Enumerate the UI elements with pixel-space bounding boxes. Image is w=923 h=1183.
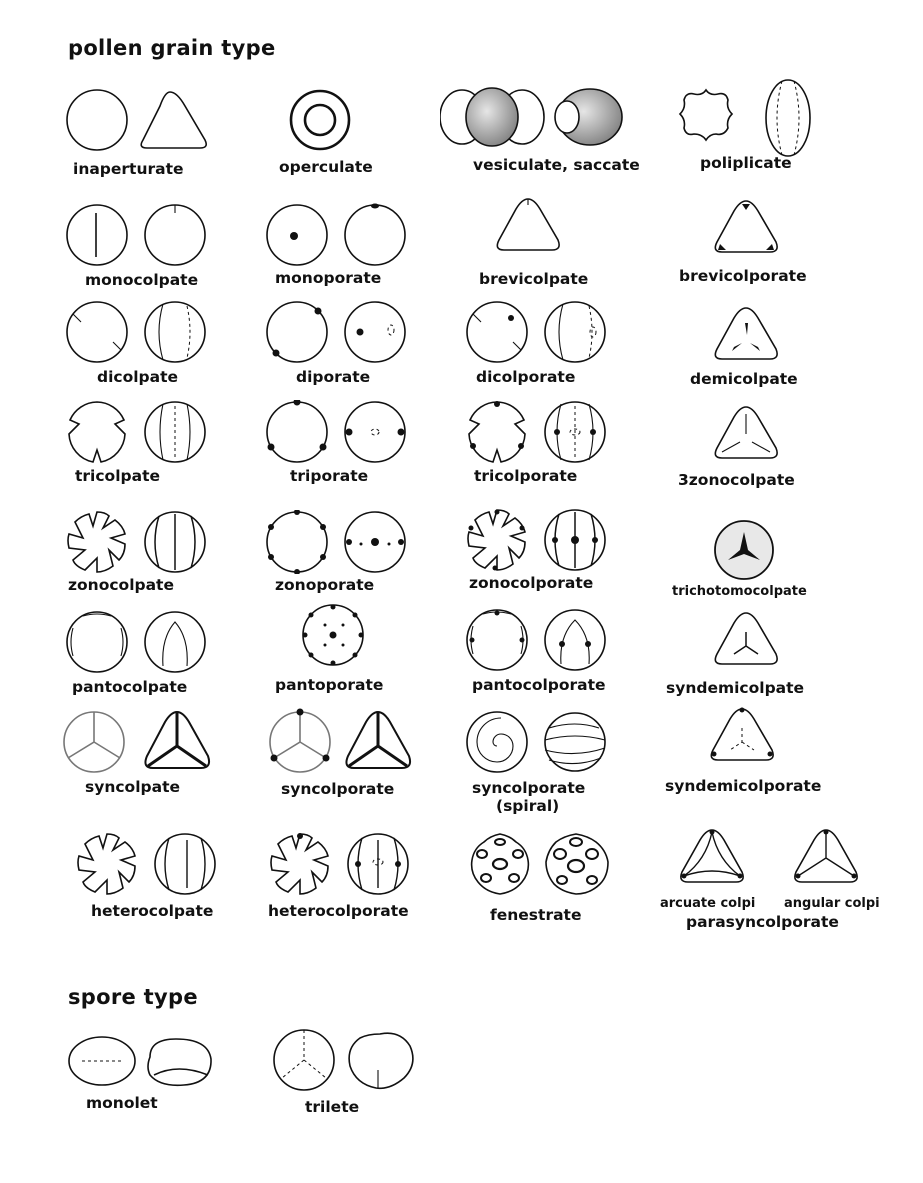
label-dicolporate: dicolporate (476, 368, 576, 386)
label-syndemicolpate: syndemicolpate (666, 679, 805, 697)
label-arcuate-colpi: arcuate colpi (660, 896, 756, 911)
label-triporate: triporate (290, 467, 369, 485)
label-operculate: operculate (279, 158, 373, 176)
label-pantoporate: pantoporate (275, 676, 384, 694)
pantocolporate-icon (465, 608, 615, 672)
zonoporate-icon (265, 510, 415, 574)
zonocolpate-icon (65, 510, 215, 574)
label-brevicolporate: brevicolporate (679, 267, 807, 285)
demicolpate-icon (712, 305, 782, 365)
trilete-icon (272, 1024, 422, 1094)
label-monolet: monolet (86, 1094, 158, 1112)
label-syncolporate: syncolporate (281, 780, 395, 798)
syndemicolpate-icon (712, 610, 782, 670)
brevicolporate-icon (712, 198, 782, 258)
label-syndemicolporate: syndemicolporate (665, 777, 822, 795)
label-pantocolporate: pantocolporate (472, 676, 606, 694)
pollen-heading: pollen grain type (68, 36, 276, 60)
heterocolporate-icon (268, 832, 418, 896)
label-zonoporate: zonoporate (275, 576, 375, 594)
vesiculate-icon (440, 86, 630, 148)
label-fenestrate: fenestrate (490, 906, 582, 924)
3zonocolpate-icon (712, 404, 782, 464)
label-spiral: (spiral) (496, 797, 560, 815)
diporate-icon (265, 300, 415, 364)
label-poliplicate: poliplicate (700, 154, 792, 172)
label-zonocolpate: zonocolpate (68, 576, 174, 594)
inaperturate-icon (65, 88, 215, 152)
trichotomocolpate-icon (712, 518, 776, 582)
monoporate-icon (265, 203, 415, 267)
spore-heading: spore type (68, 985, 198, 1009)
label-syncolporate-spiral: syncolporate (472, 779, 586, 797)
label-tricolporate: tricolporate (474, 467, 578, 485)
label-heterocolpate: heterocolpate (91, 902, 214, 920)
label-monocolpate: monocolpate (85, 271, 199, 289)
label-angular-colpi: angular colpi (784, 896, 880, 911)
label-zonocolporate: zonocolporate (469, 574, 594, 592)
label-tricolpate: tricolpate (75, 467, 160, 485)
label-demicolpate: demicolpate (690, 370, 798, 388)
fenestrate-icon (468, 832, 618, 896)
triporate-icon (265, 400, 415, 464)
label-vesiculate: vesiculate, saccate (473, 156, 640, 174)
dicolporate-icon (465, 300, 615, 364)
label-dicolpate: dicolpate (97, 368, 179, 386)
label-heterocolporate: heterocolporate (268, 902, 409, 920)
poliplicate-icon (668, 78, 838, 158)
zonocolporate-icon (465, 508, 615, 572)
label-parasyncolporate: parasyncolporate (686, 913, 839, 931)
label-pantocolpate: pantocolpate (72, 678, 188, 696)
monolet-icon (68, 1035, 218, 1089)
tricolporate-icon (465, 400, 615, 464)
pantoporate-icon (301, 603, 365, 667)
syncolpate-icon (62, 708, 212, 778)
label-syncolpate: syncolpate (85, 778, 180, 796)
monocolpate-icon (65, 203, 215, 267)
tricolpate-icon (65, 400, 215, 464)
pantocolpate-icon (65, 610, 215, 674)
label-inaperturate: inaperturate (73, 160, 184, 178)
operculate-icon (288, 88, 352, 152)
label-trichotomocolpate: trichotomocolpate (672, 584, 807, 599)
heterocolpate-icon (75, 832, 225, 896)
syncolporate-spiral-icon (465, 710, 615, 774)
parasyncolporate-icon (676, 826, 866, 888)
label-brevicolpate: brevicolpate (479, 270, 589, 288)
syndemicolporate-icon (708, 706, 778, 766)
label-3zonocolpate: 3zonocolpate (678, 471, 795, 489)
brevicolpate-icon (494, 196, 564, 256)
syncolporate-icon (268, 708, 418, 778)
label-monoporate: monoporate (275, 269, 382, 287)
dicolpate-icon (65, 300, 215, 364)
label-trilete: trilete (305, 1098, 360, 1116)
label-diporate: diporate (296, 368, 371, 386)
